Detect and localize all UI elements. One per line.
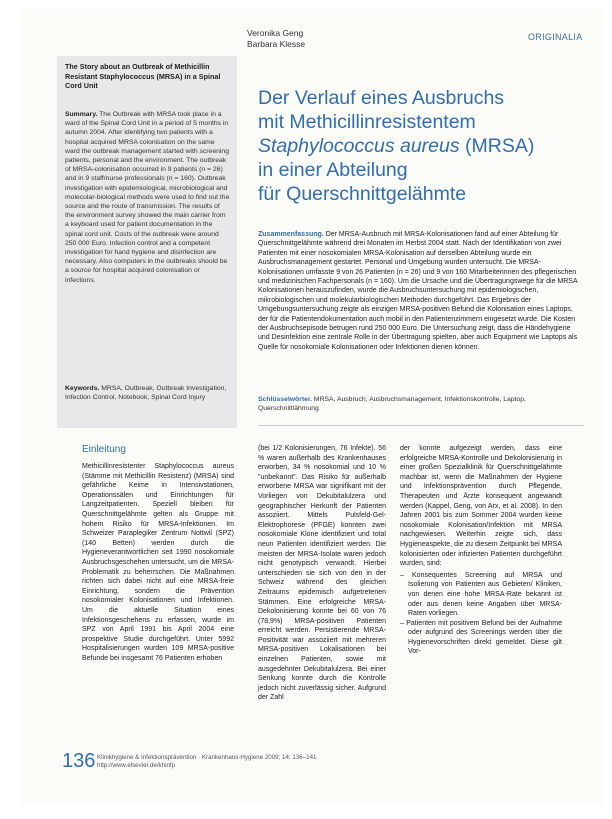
title-line: in einer Abteilung [258,159,408,181]
title-line: für Querschnittgelähmte [258,183,467,205]
title-line: mit Methicillinresistentem [258,111,476,133]
list-item-text: Konsequentes Screening auf MRSA und Isolierung von Patienten aus Gebieten/ Kliniken, von denen eine hohe MRSA-Rate bekannt ist oder aus denen keine Angaben über MRSA-Raten vorliegen. [408,571,562,618]
journal-url[interactable]: http://www.elsevier.de/khinfp [97,762,176,770]
english-title: The Story about an Outbreak of Methicillin Resistant Staphylococcus (MRSA) in a Spinal Cord Unit [65,62,221,91]
body-column-2: (bei 1/2 Kolonisierungen, 76 Infekte). 56 % waren außerhalb des Krankenhauses erworben, 34 % nosokomial und 10 % "unbekannt". Das Risiko für außerhalb erworbene MRSA war signifikant mit der Vorliegen von Dekubitalulzera und geographischer Herkunft der Patienten assoziiert. Mittels Pulsfeld-Gel-Elektrophorese (PFGE) konnten zwei nosokomiale Klone identifiziert und total neun Patienten identifiziert werden. Die meisten der MRSA-Isolate waren jedoch nicht genotypisch verwandt. Hierbei unterschieden sie sich von den in der Schweiz während des gleichen Zeitraums epidemisch aufgetretenen Stämmen. Eine erfolgreiche MRSA-Dekolonisierung konnte bei 60 von 76 (78,9%) MRSA-positiven Patienten erreicht werden. Persistierende MRSA-Positivität war assoziiert mit mehreren MRSA-positiven Lokalisationen bei einzelnen Patienten, sowie mit ausgedehnter Dekubitalulzera. Bei einer Senkung konnte durch die Kontrolle jedoch nicht zuverlässig sicher. Aufgrund der Zahl [258,445,386,702]
german-keywords [258,395,584,413]
title-line: Der Verlauf eines Ausbruchs [258,87,505,109]
keywords-text: MRSA, Outbreak, Outbreak Investigation, Infection Control, Notebook, Spinal Cord Injury [65,385,227,402]
page-number: 136 [62,750,96,772]
list-item: – Patienten mit positivem Befund bei der Aufnahme oder aufgrund des Screenings werden über die Hygienevorschriften direkt gemeldet. Diese gilt Vor- [400,619,562,656]
body-column-1: Methicillinresistenter Staphylococcus aureus (Stämme mit Methicillin Resistenz) (MRSA) sind gefährliche Keime in Intensivstationen, Operationssälen und Einrichtungen für Langzeitpatienten. Speziell bleiben für Querschnittgelähmte gelten als Gruppe mit hohem Risiko für MRSA-Infektionen. Im Schweizer Paraplegiker Zentrum Nottwil (SPZ) (140 Betten) werden durch die Hygieneverantwortlichen seit 1990 nosokomiale Ausbruchsgeschehen untersucht, um die MRSA-Problematik zu beherrschen. Die Maßnahmen richten sich dabei nicht auf eine MRSA-freie Einrichtung, sondern die Prävention nosokomialer Kolonisationen und Infektionen. Um die aktuelle Situation eines Infektionsgeschehens zu erfassen, wurde im SPZ von April 1991 bis April 2004 eine prospektive Studie durchgeführt. Unter 5992 Hospitalisierungen wurden 109 MRSA-positive Befunde bei insgesamt 76 Patienten erhoben [82,463,234,662]
paragraph: der konnte aufgezeigt werden, dass eine erfolgreiche MRSA-Kontrolle und Dekolonisierung in einer großen Spezialklinik für Querschnittgelähmte machbar ist, wenn die Maßnahmen der Hygiene und Infektionsprävention durch Pflegende, Therapeuten und Ärzte konsequent angewandt werden (Kappel, Geng, von Arx, et al. 2008). In den Jahren 2001 bis zum Sommer 2004 wurden keine nosokomiale Kolonisation/Infektion mit MRSA nachgewiesen. Weiterhin zeigte sich, dass Hygieneaspekte, die zu diesem Zeitpunkt bei MRSA kolonisierten oder infizierten Patienten durchgeführt wurden, sind: [400,445,562,568]
section-tag: ORIGINALIA [528,32,583,42]
summary-label: Summary. [65,111,98,118]
author-name: Barbara Klesse [247,39,306,49]
german-abstract [258,230,584,352]
section-heading: Einleitung [82,444,126,455]
divider [258,425,584,426]
article-title [258,86,578,206]
abstract-text: Der MRSA-Ausbruch mit MRSA-Kolonisationen fand auf einer Abteilung für Querschnittgelähmte während drei Monaten im Herbst 2004 statt. Nach der Identifikation von zwei Patienten mit einer nosokomialen MRSA-Kolonisation auf derselben Abteilung wurde ein Ausbruchsmanagement gestartet. Personal und Umgebung wurden untersucht. Die MRSA-Kolonisationen umfasste 9 von 26 Patienten (n = 26) und 9 von 160 Mitarbeiterinnen des pflegerischen und medizinischen Fachpersonals (n = 160). Um die Ursache und die Übertragungswege für die MRSA Kolonisationen herauszufinden, wurde die Ausbruchsuntersuchung mit epidemiologischen, mikrobiologischen und molekularbiologischen Methoden durchgeführt. Das Ergebnis der Umgebungsuntersuchung zeigte als einzigen MRSA-positiven Befund die Kolonisation eines Laptops, der für die Patientendokumentation auch mobil in den Patientenzimmern eingesetzt wurde. Die Kosten der Ausbruchsepisode betrugen rund 250 000 Euro. Die Untersuchung zeigt, dass die Händehygiene und Desinfektion eine zentrale Rolle in der Übertragung spielten, aber auch Equipment wie Laptops als Quelle für nosokomiale Kolonisationen oder Infektionen dienen können. [258,231,578,351]
keywords-label: Keywords. [65,385,100,392]
title-line [258,134,578,158]
title-rest: (MRSA) [459,135,535,157]
body-column-3 [400,444,562,657]
english-summary [65,110,231,285]
summary-text: The Outbreak with MRSA took place in a ward of the Spinal Cord Unit in a period of 5 months in autumn 2004. After identifying two patients with a hospital acquired MRSA colonisation on the same ward the outbreak management started with screening patients, personal and the environment. The outbreak of MRSA-colonisation occurred in 9 patients (n = 26) and in 9 staff/nurse professionals (n = 160). Outbreak investigation with epidemiological, microbiological and molecular-biological methods were used to find out the source and the route of transmission. The results of the environment survey showed the main carrier from a keyboard used for patient documentation in the spinal cord unit. Costs of the outbreak were around 250 000 Euro. Infection control and a competent investigation for hand hygiene and disinfection are necessary. Also computers in the outbreaks should be a source for hospital acquired colonisation or infections. [65,111,230,284]
keywords-label: Schlüsselwörter. [258,396,313,403]
title-italic: Staphylococcus aureus [258,135,460,157]
author-list [247,28,305,50]
list-item-text: Patienten mit positivem Befund bei der Aufnahme oder aufgrund des Screenings werden über die Hygienevorschriften direkt gemeldet. Diese gilt Vor- [406,619,562,656]
english-summary-box [57,56,237,428]
abstract-label: Zusammenfassung. [258,231,324,238]
author-name: Veronika Geng [247,28,304,38]
list-item: – Konsequentes Screening auf MRSA und Isolierung von Patienten aus Gebieten/ Kliniken, von denen eine hohe MRSA-Rate bekannt ist oder aus denen keine Angaben über MRSA-Raten vorliegen. [400,571,562,618]
keywords-text: MRSA, Ausbruch, Ausbruchsmanagement, Infektionskontrolle, Laptop, Querschnittlähmung [258,396,526,413]
journal-citation: Klinikhygiene & Infektionsprävention · Krankenhaus-Hygiene 2009; 14: 136–141 [97,754,317,761]
english-keywords [65,384,231,402]
footer [97,754,316,771]
